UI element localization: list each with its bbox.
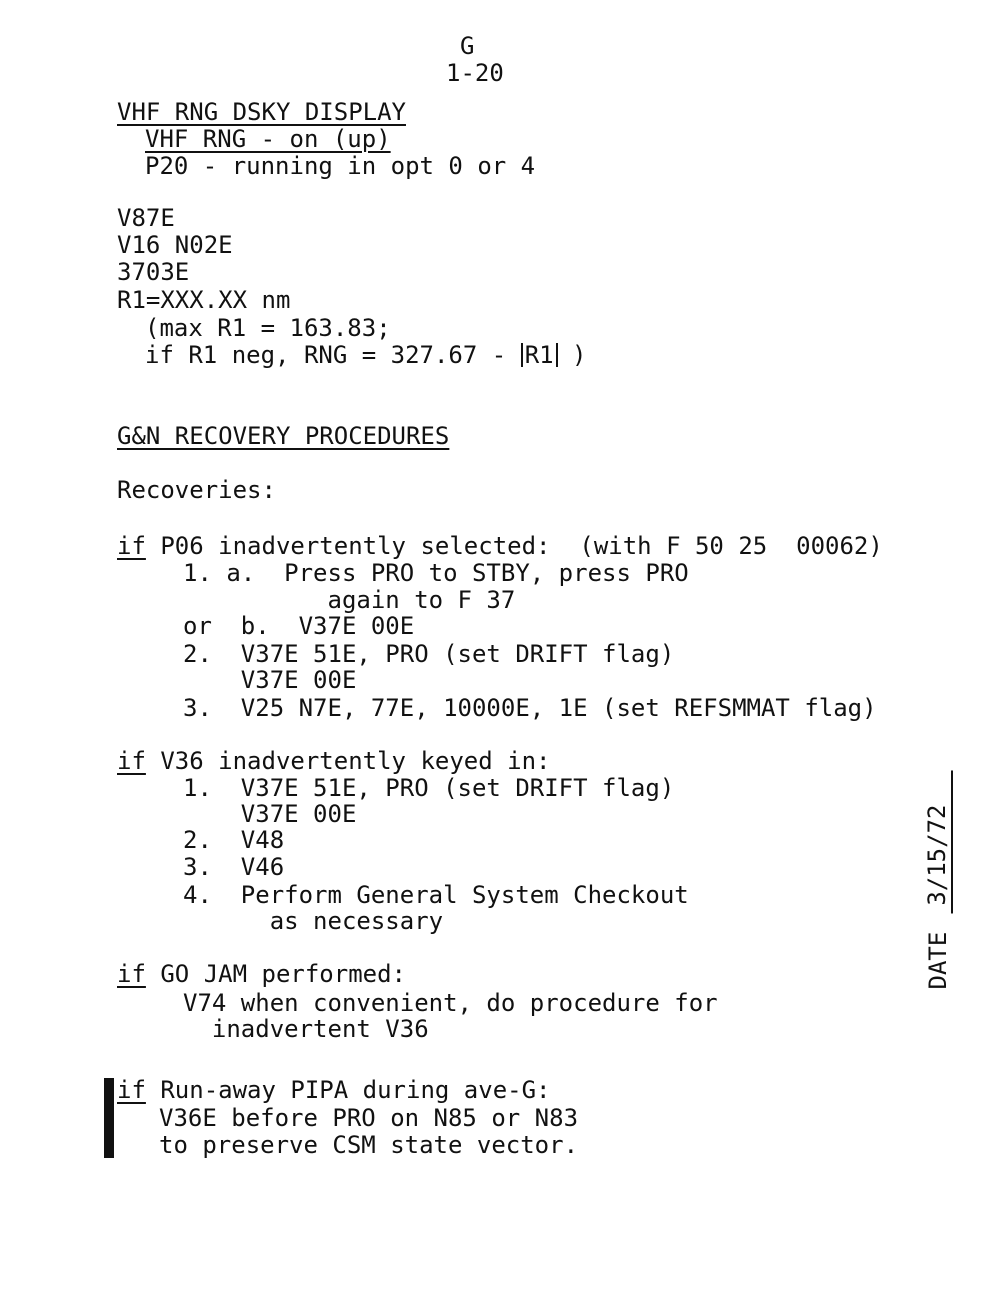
p06-heading [117, 532, 883, 560]
p06-step-1b: or b. V37E 00E [183, 612, 415, 640]
vhf-key-2: V16 N02E [117, 231, 233, 259]
gojam-heading [117, 960, 406, 988]
vhf-section-title: VHF RNG DSKY DISPLAY [117, 98, 406, 126]
p06-step-2-cont: V37E 00E [183, 666, 357, 694]
v36-step-4: 4. Perform General System Checkout [183, 881, 689, 909]
vhf-condition-1: VHF RNG - on (up) [145, 125, 391, 153]
vhf-key-3: 3703E [117, 258, 190, 286]
gojam-line-2: inadvertent V36 [183, 1015, 429, 1043]
p06-heading-text: P06 inadvertently selected: (with F 50 25 00062) [145, 532, 883, 560]
v36-heading-text: V36 inadvertently keyed in: [145, 747, 551, 775]
vhf-r1-negative-note [145, 341, 587, 369]
vhf-r1-max-note: (max R1 = 163.83; [145, 314, 391, 342]
p06-step-1a: 1. a. Press PRO to STBY, press PRO [183, 559, 689, 587]
p06-step-3: 3. V25 N7E, 77E, 10000E, 1E (set REFSMMAT flag) [183, 694, 877, 722]
v36-step-1: 1. V37E 51E, PRO (set DRIFT flag) [183, 774, 675, 802]
gojam-line-1: V74 when convenient, do procedure for [183, 989, 718, 1017]
if-keyword: if [117, 747, 146, 775]
v36-heading [117, 747, 550, 775]
recovery-section-title: G&N RECOVERY PROCEDURES [117, 422, 450, 450]
abs-r1: R1 [521, 343, 558, 367]
p06-step-1a-cont: again to F 37 [183, 586, 516, 614]
pipa-line-2: to preserve CSM state vector. [159, 1131, 579, 1159]
revision-change-bar [104, 1078, 114, 1158]
gojam-heading-text: GO JAM performed: [145, 960, 406, 988]
v36-step-4-cont: as necessary [183, 907, 444, 935]
vhf-condition-2: P20 - running in opt 0 or 4 [145, 152, 536, 180]
date-value: 3/15/72 [923, 771, 953, 914]
v36-step-3: 3. V46 [183, 853, 285, 881]
if-keyword: if [117, 960, 146, 988]
pipa-heading-text: Run-away PIPA during ave-G: [145, 1076, 551, 1104]
if-keyword: if [117, 1076, 146, 1104]
date-label: DATE [924, 931, 952, 990]
recoveries-intro: Recoveries: [117, 476, 276, 504]
neg-note-prefix: if R1 neg, RNG = 327.67 - [145, 341, 521, 369]
section-letter: G [460, 32, 475, 60]
page-number: 1-20 [446, 59, 504, 87]
date-stamp [923, 771, 953, 990]
pipa-line-1: V36E before PRO on N85 or N83 [159, 1104, 579, 1132]
vhf-r1-readout: R1=XXX.XX nm [117, 286, 291, 314]
v36-step-2: 2. V48 [183, 826, 285, 854]
neg-note-suffix: ) [557, 341, 587, 369]
p06-step-2: 2. V37E 51E, PRO (set DRIFT flag) [183, 640, 675, 668]
pipa-heading [117, 1076, 550, 1104]
vhf-key-1: V87E [117, 204, 175, 232]
v36-step-1-cont: V37E 00E [183, 800, 357, 828]
if-keyword: if [117, 532, 146, 560]
